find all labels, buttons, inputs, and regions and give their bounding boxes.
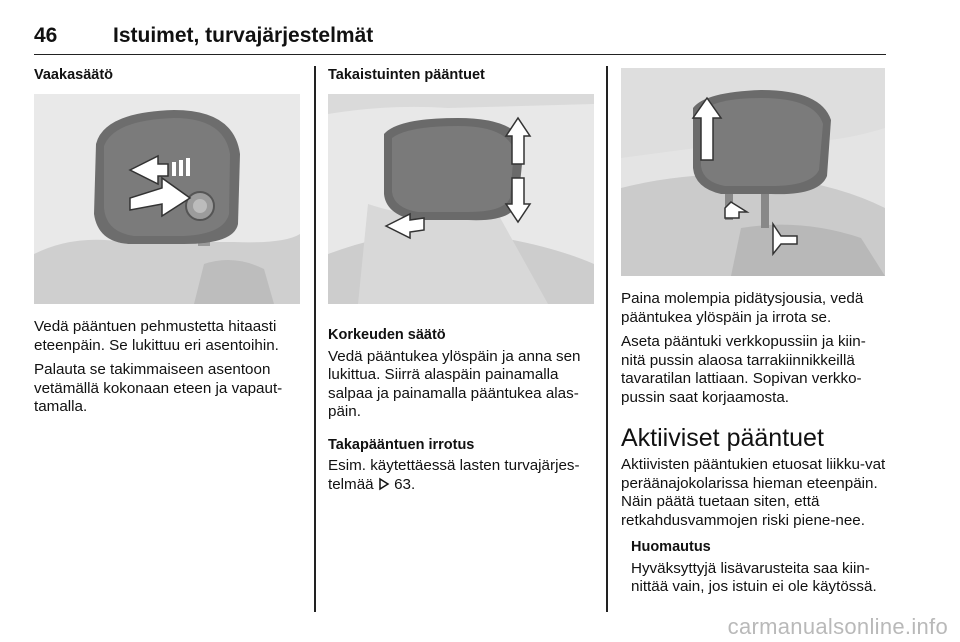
middle-heading: Takaistuinten pääntuet	[328, 67, 485, 83]
right-paragraph-2: Aseta pääntuki verkkopussiin ja kiin-nitä pussin alaosa tarrakiinnikkeillä tavaratilan lattiaan. Sopivan verkko-pussin saat korjaamosta.	[621, 333, 866, 406]
note-heading: Huomautus	[631, 539, 711, 555]
left-heading: Vaakasäätö	[34, 67, 114, 83]
active-headrests-heading: Aktiiviset pääntuet	[621, 424, 824, 452]
left-paragraph-1: Vedä pääntuen pehmustetta hitaasti eteenpäin. Se lukittuu eri asentoihin.	[34, 318, 279, 354]
middle-column	[328, 66, 594, 88]
reference-arrow-icon	[378, 477, 390, 497]
left-paragraph-2: Palauta se takimmaiseen asentoon vetämällä kokonaan eteen ja vapaut-tamalla.	[34, 361, 283, 415]
right-paragraph-1: Paina molempia pidätysjousia, vedä pääntukea ylöspäin ja irrota se.	[621, 290, 864, 326]
page-header	[34, 24, 886, 55]
page-reference-link[interactable]: 63.	[394, 475, 416, 493]
height-adjust-text: Vedä pääntukea ylöspäin ja anna sen lukittua. Siirrä alaspäin painamalla salpaa ja painamalla pääntukea alas-päin.	[328, 347, 581, 420]
note-box	[621, 538, 887, 597]
left-column	[34, 66, 300, 88]
middle-column-text	[328, 326, 594, 502]
removal-heading: Takapääntuen irrotus	[328, 436, 475, 453]
page-number: 46	[34, 24, 58, 47]
headrest-horizontal-adjust-figure	[34, 94, 300, 304]
removal-text: Esim. käytettäessä lasten turvajärjes-telmää	[328, 457, 580, 493]
rear-headrest-height-figure	[328, 94, 594, 304]
note-text: Hyväksyttyjä lisävarusteita saa kiin-nittää vain, jos istuin ei ole käytössä.	[631, 559, 877, 595]
right-column-text	[621, 290, 887, 603]
active-headrests-text: Aktiivisten pääntukien etuosat liikku-vat peräänajokolarissa hieman eteenpäin. Näin päätä tuetaan siten, että retkahdusvammojen riski piene-nee.	[621, 456, 886, 529]
removal-text-wrap	[328, 457, 594, 496]
column-divider-left	[314, 66, 316, 612]
page-title: Istuimet, turvajärjestelmät	[113, 24, 374, 47]
column-divider-right	[606, 66, 608, 612]
watermark: carmanualsonline.info	[727, 614, 948, 639]
height-adjust-heading: Korkeuden säätö	[328, 327, 446, 343]
headrest-removal-figure	[621, 68, 885, 276]
left-column-text	[34, 318, 300, 423]
